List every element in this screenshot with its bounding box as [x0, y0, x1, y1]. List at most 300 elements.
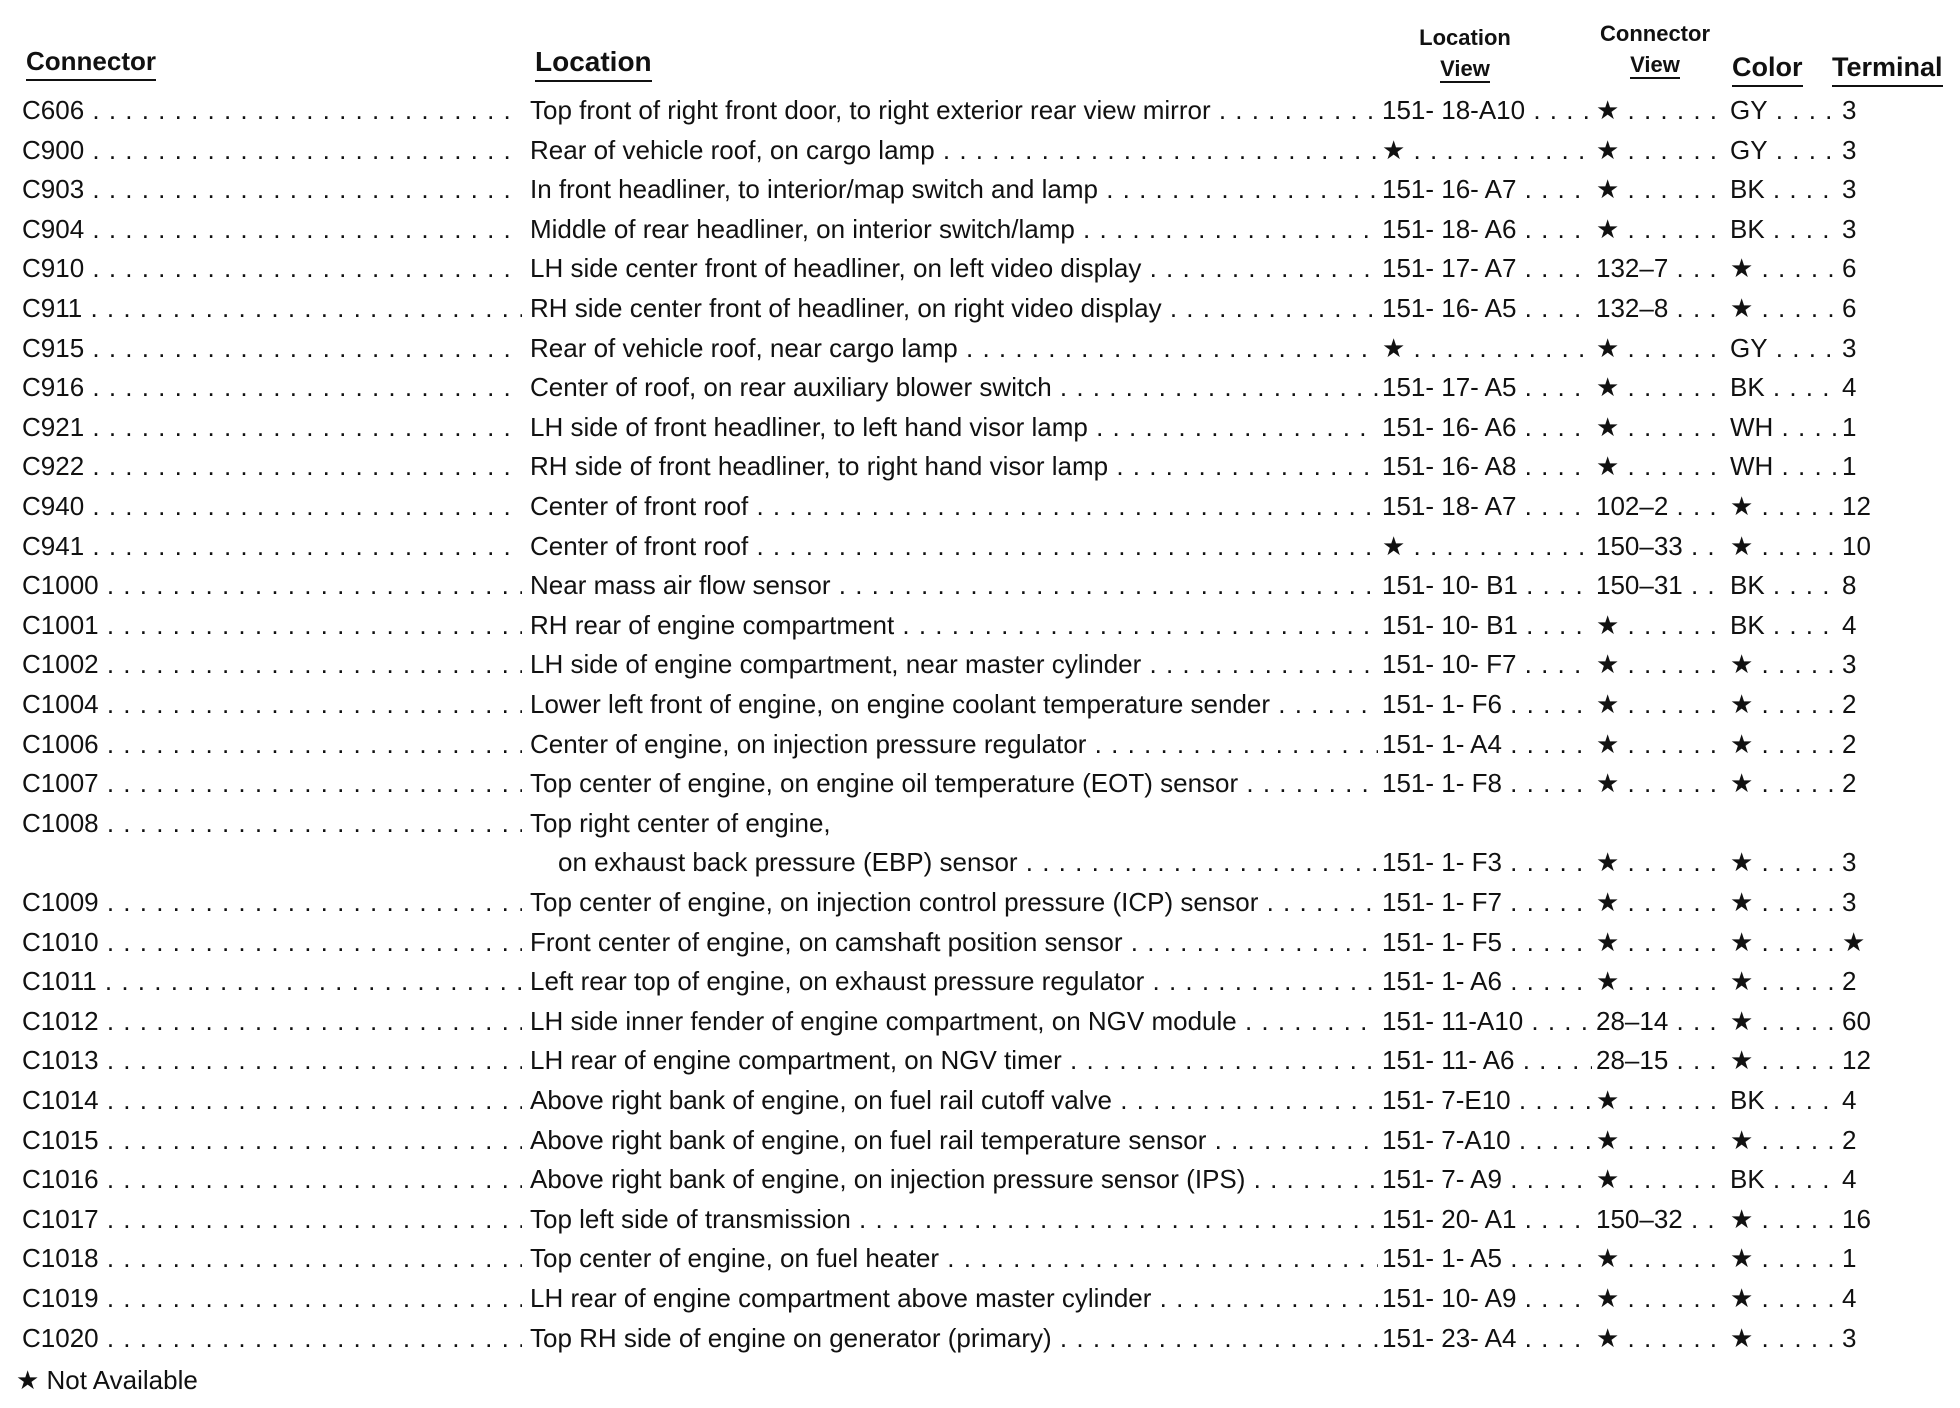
terminal-count-value: 2: [1842, 689, 1857, 719]
table-row: [0, 605, 1960, 645]
terminal-count-value: 2: [1842, 1124, 1857, 1155]
dot-leader: [1619, 729, 1726, 759]
location-text-value: LH rear of engine compartment above master cylinder: [530, 1283, 1152, 1313]
dot-leader: [99, 1323, 522, 1353]
location-view: [1382, 209, 1592, 249]
dot-leader: [99, 1045, 522, 1075]
connector-id-value: C916: [22, 372, 85, 403]
location-view-value: 151- 17- A5: [1382, 372, 1517, 403]
connector-view: [1596, 1238, 1726, 1278]
connector-id: [22, 882, 522, 922]
dot-leader: [1619, 887, 1726, 917]
table-row: [0, 169, 1960, 209]
header-connector-view-line1: Connector: [1600, 21, 1710, 46]
connector-id-value: C1018: [22, 1243, 99, 1274]
connector-id: [22, 248, 522, 288]
wire-color-value: ★: [1730, 926, 1754, 957]
footnote-not-available: ★ Not Available: [16, 1365, 198, 1395]
wire-color-value: ★: [1730, 728, 1754, 759]
connector-view: [1596, 882, 1726, 922]
connector-view-value: 150–33: [1596, 530, 1683, 561]
location-view-value: 151- 1- F6: [1382, 689, 1502, 719]
dot-leader: [748, 531, 1378, 561]
dot-leader: [1123, 927, 1378, 957]
dot-leader: [1516, 1204, 1592, 1234]
dot-leader: [1502, 847, 1592, 877]
connector-view: [1596, 1278, 1726, 1318]
dot-leader: [84, 451, 522, 481]
connector-view: [1596, 565, 1726, 605]
location-text: [530, 842, 1378, 882]
location-text-value: LH side inner fender of engine compartment, on NGV module: [530, 1005, 1237, 1036]
dot-leader: [1516, 174, 1592, 204]
location-view: [1382, 288, 1592, 328]
wire-color-value: ★: [1730, 530, 1754, 561]
location-text: [530, 882, 1378, 922]
dot-leader: [1516, 1323, 1592, 1353]
connector-view: [1596, 486, 1726, 526]
dot-leader: [1765, 372, 1838, 402]
terminal-count-value: 8: [1842, 570, 1857, 601]
dot-leader: [99, 1204, 522, 1234]
location-view-value: 151- 20- A1: [1382, 1203, 1517, 1234]
dot-leader: [1502, 729, 1592, 759]
dot-leader: [99, 1164, 522, 1194]
dot-leader: [1668, 491, 1726, 521]
dot-leader: [1619, 649, 1726, 679]
wire-color: [1730, 724, 1838, 764]
connector-view-value: ★: [1596, 1322, 1620, 1353]
location-text-value: Left rear top of engine, on exhaust pressure regulator: [530, 966, 1145, 997]
dot-leader: [1144, 966, 1378, 996]
wire-color-value: ★: [1730, 1283, 1754, 1313]
terminal-count-value: 1: [1842, 451, 1857, 482]
wire-color: [1730, 763, 1838, 803]
dot-leader: [1683, 1204, 1726, 1234]
dot-leader: [1753, 253, 1838, 283]
connector-id: [22, 1080, 522, 1120]
location-view-value: 151- 1- F5: [1382, 926, 1502, 957]
dot-leader: [1619, 214, 1726, 244]
dot-leader: [1768, 333, 1838, 363]
terminal-count: [1842, 209, 1942, 249]
dot-leader: [1753, 1204, 1838, 1234]
wire-color: [1730, 605, 1838, 645]
connector-id: [22, 209, 522, 249]
wire-color: [1730, 328, 1838, 368]
location-view: [1382, 169, 1592, 209]
connector-id-value: C1007: [22, 768, 99, 799]
location-view: [1382, 248, 1592, 288]
connector-view: [1596, 922, 1726, 962]
connector-id-value: C903: [22, 174, 85, 205]
location-text: [530, 803, 1378, 843]
dot-leader: [1619, 412, 1726, 442]
connector-view: [1596, 1120, 1726, 1160]
dot-leader: [1088, 412, 1378, 442]
connector-id: [22, 328, 522, 368]
table-row: [0, 763, 1960, 803]
dot-leader: [1765, 174, 1838, 204]
connector-view: [1596, 1318, 1726, 1358]
location-view: [1382, 605, 1592, 645]
dot-leader: [1525, 95, 1592, 125]
dot-leader: [1516, 372, 1592, 402]
dot-leader: [1753, 847, 1838, 877]
dot-leader: [82, 293, 522, 323]
dot-leader: [1683, 531, 1726, 561]
location-text-value: Top center of engine, on engine oil temperature (EOT) sensor: [530, 768, 1239, 799]
location-view-value: 151- 1- F8: [1382, 768, 1502, 799]
terminal-count-value: 12: [1842, 1045, 1871, 1076]
location-text: [530, 288, 1378, 328]
dot-leader: [99, 570, 522, 600]
connector-view: [1596, 407, 1726, 447]
table-row: [0, 248, 1960, 288]
connector-view: [1596, 209, 1726, 249]
dot-leader: [1086, 729, 1378, 759]
table-row: [0, 1040, 1960, 1080]
table-row: [0, 842, 1960, 882]
dot-leader: [1753, 649, 1838, 679]
wire-color: [1730, 565, 1838, 605]
connector-id-value: C1013: [22, 1045, 99, 1076]
dot-leader: [1405, 531, 1592, 561]
connector-id: [22, 1159, 522, 1199]
connector-view-value: ★: [1596, 689, 1620, 719]
location-view: [1382, 882, 1592, 922]
terminal-count-value: 1: [1842, 1243, 1857, 1274]
dot-leader: [748, 491, 1378, 521]
dot-leader: [1753, 689, 1838, 719]
dot-leader: [1405, 135, 1592, 165]
dot-leader: [935, 135, 1378, 165]
location-view-value: 151- 10- B1: [1382, 609, 1518, 640]
wire-color: [1730, 407, 1838, 447]
location-text-value: on exhaust back pressure (EBP) sensor: [558, 847, 1018, 878]
connector-view: [1596, 724, 1726, 764]
connector-view: [1596, 367, 1726, 407]
wire-color: [1730, 367, 1838, 407]
connector-view: [1596, 1001, 1726, 1041]
table-row: [0, 367, 1960, 407]
wire-color: [1730, 1199, 1838, 1239]
terminal-count-value: 3: [1842, 213, 1857, 244]
dot-leader: [84, 412, 522, 442]
header-connector: Connector: [26, 46, 156, 81]
terminal-count: [1842, 1001, 1942, 1041]
connector-id: [22, 961, 522, 1001]
dot-leader: [1405, 333, 1592, 363]
dot-leader: [1518, 610, 1592, 640]
location-text: [530, 169, 1378, 209]
connector-id: [22, 724, 522, 764]
location-text-value: Center of front roof: [530, 491, 749, 521]
wire-color-value: GY: [1730, 332, 1768, 363]
terminal-count: [1842, 644, 1942, 684]
location-text: [530, 1238, 1378, 1278]
location-view-value: 151- 18- A6: [1382, 213, 1517, 244]
wire-color-value: ★: [1730, 1124, 1754, 1155]
location-text-value: Lower left front of engine, on engine coolant temperature sender: [530, 689, 1271, 719]
connector-id-value: C940: [22, 491, 85, 521]
dot-leader: [1619, 451, 1726, 481]
dot-leader: [1753, 927, 1838, 957]
terminal-count: [1842, 328, 1942, 368]
connector-view: [1596, 1080, 1726, 1120]
dot-leader: [831, 570, 1378, 600]
terminal-count-value: ★: [1842, 926, 1866, 957]
location-view: [1382, 644, 1592, 684]
dot-leader: [1502, 1243, 1592, 1273]
dot-leader: [1516, 412, 1592, 442]
connector-view: [1596, 684, 1726, 724]
dot-leader: [1518, 570, 1592, 600]
connector-id: [22, 1120, 522, 1160]
table-row: [0, 446, 1960, 486]
dot-leader: [1206, 1125, 1378, 1155]
connector-id-value: C922: [22, 451, 85, 482]
location-text-value: Center of roof, on rear auxiliary blower switch: [530, 372, 1052, 403]
location-text-value: In front headliner, to interior/map switch and lamp: [530, 174, 1098, 205]
dot-leader: [99, 1283, 522, 1313]
dot-leader: [99, 808, 522, 838]
location-text-value: LH side center front of headliner, on left video display: [530, 253, 1142, 284]
dot-leader: [1511, 1125, 1592, 1155]
connector-view-value: ★: [1596, 332, 1620, 363]
terminal-count-value: 12: [1842, 491, 1871, 521]
connector-id-value: C1017: [22, 1203, 99, 1234]
location-view-value: 151- 11- A6: [1382, 1045, 1515, 1076]
dot-leader: [1753, 966, 1838, 996]
dot-leader: [1238, 768, 1378, 798]
wire-color: [1730, 1080, 1838, 1120]
wire-color: [1730, 130, 1838, 170]
location-view-value: 151- 16- A6: [1382, 411, 1517, 442]
connector-view-value: ★: [1596, 966, 1620, 997]
connector-id-value: C1006: [22, 728, 99, 759]
dot-leader: [99, 649, 522, 679]
terminal-count-value: 4: [1842, 609, 1857, 640]
location-view-value: ★: [1382, 530, 1406, 561]
dot-leader: [1516, 1283, 1592, 1313]
location-text: [530, 446, 1378, 486]
table-row: [0, 803, 1960, 843]
dot-leader: [1502, 927, 1592, 957]
table-row: [0, 486, 1960, 526]
dot-leader: [1211, 95, 1378, 125]
location-view-value: 151- 1- A6: [1382, 966, 1502, 997]
terminal-count: [1842, 922, 1942, 962]
connector-view-value: 102–2: [1596, 491, 1669, 521]
dot-leader: [1502, 887, 1592, 917]
header-terminal: Terminal: [1832, 52, 1943, 87]
dot-leader: [1668, 253, 1726, 283]
location-text: [530, 526, 1378, 566]
dot-leader: [1502, 768, 1592, 798]
dot-leader: [939, 1243, 1378, 1273]
wire-color: [1730, 90, 1838, 130]
dot-leader: [1619, 689, 1726, 719]
wire-color: [1730, 1001, 1838, 1041]
connector-view: [1596, 842, 1726, 882]
wire-color-value: BK: [1730, 213, 1765, 244]
location-view-value: 151- 16- A8: [1382, 451, 1517, 482]
location-text: [530, 724, 1378, 764]
dot-leader: [1668, 1006, 1726, 1036]
connector-id-value: C1016: [22, 1164, 99, 1195]
location-text-value: Center of engine, on injection pressure regulator: [530, 728, 1087, 759]
connector-view-value: ★: [1596, 847, 1620, 878]
dot-leader: [99, 887, 522, 917]
dot-leader: [84, 253, 522, 283]
table-row: [0, 882, 1960, 922]
dot-leader: [99, 689, 522, 719]
terminal-count-value: 3: [1842, 847, 1857, 878]
terminal-count-value: 3: [1842, 332, 1857, 363]
wire-color: [1730, 1318, 1838, 1358]
dot-leader: [1753, 491, 1838, 521]
wire-color-value: BK: [1730, 174, 1765, 205]
connector-id-value: C1004: [22, 689, 99, 719]
location-view: [1382, 526, 1592, 566]
dot-leader: [1619, 610, 1726, 640]
connector-view-value: ★: [1596, 768, 1620, 799]
connector-view: [1596, 328, 1726, 368]
dot-leader: [1258, 887, 1378, 917]
connector-view-value: ★: [1596, 213, 1620, 244]
connector-view: [1596, 961, 1726, 1001]
dot-leader: [1668, 293, 1726, 323]
location-view: [1382, 407, 1592, 447]
dot-leader: [1753, 1125, 1838, 1155]
wire-color-value: ★: [1730, 253, 1754, 284]
connector-id-value: C1009: [22, 887, 99, 917]
location-view: [1382, 1199, 1592, 1239]
connector-view-value: 132–8: [1596, 293, 1669, 323]
location-view: [1382, 1318, 1592, 1358]
location-text: [530, 1159, 1378, 1199]
terminal-count: [1842, 882, 1942, 922]
wire-color: [1730, 169, 1838, 209]
connector-id-value: C1001: [22, 609, 99, 640]
dot-leader: [851, 1204, 1378, 1234]
location-view: [1382, 763, 1592, 803]
dot-leader: [1062, 1045, 1378, 1075]
location-text-value: Top right center of engine,: [530, 807, 831, 838]
terminal-count: [1842, 526, 1942, 566]
location-text: [530, 209, 1378, 249]
connector-id: [22, 1199, 522, 1239]
location-view: [1382, 1278, 1592, 1318]
connector-view-value: ★: [1596, 926, 1620, 957]
table-row: [0, 209, 1960, 249]
header-location: Location: [535, 46, 652, 82]
wire-color-value: WH: [1730, 451, 1774, 482]
table-row: [0, 644, 1960, 684]
table-row: [0, 565, 1960, 605]
location-text: [530, 644, 1378, 684]
connector-id-value: C1008: [22, 807, 99, 838]
table-row: [0, 922, 1960, 962]
connector-id-value: C921: [22, 411, 85, 442]
dot-leader: [97, 966, 522, 996]
location-view-value: 151- 18-A10: [1382, 95, 1526, 125]
location-text: [530, 922, 1378, 962]
wire-color-value: ★: [1730, 1322, 1754, 1353]
location-text-value: Front center of engine, on camshaft position sensor: [530, 926, 1123, 957]
connector-view: [1596, 526, 1726, 566]
connector-view: [1596, 248, 1726, 288]
location-view: [1382, 1159, 1592, 1199]
terminal-count-value: 2: [1842, 728, 1857, 759]
dot-leader: [99, 610, 522, 640]
dot-leader: [894, 610, 1378, 640]
location-text-value: RH side center front of headliner, on right video display: [530, 293, 1162, 323]
connector-id-value: C1019: [22, 1283, 99, 1313]
terminal-count: [1842, 367, 1942, 407]
dot-leader: [1619, 1283, 1726, 1313]
header-location-view-line1: Location: [1419, 25, 1511, 50]
location-text-value: Top RH side of engine on generator (primary): [530, 1322, 1052, 1353]
dot-leader: [1773, 451, 1838, 481]
wire-color-value: ★: [1730, 966, 1754, 997]
location-view: [1382, 446, 1592, 486]
connector-view-value: ★: [1596, 451, 1620, 482]
location-text-value: LH side of front headliner, to left hand visor lamp: [530, 411, 1088, 442]
location-view: [1382, 1120, 1592, 1160]
location-text-value: Above right bank of engine, on fuel rail cutoff valve: [530, 1085, 1113, 1115]
location-view-value: 151- 16- A7: [1382, 174, 1517, 205]
dot-leader: [1768, 95, 1838, 125]
location-text: [530, 1040, 1378, 1080]
wire-color: [1730, 882, 1838, 922]
location-view-value: 151- 18- A7: [1382, 491, 1517, 521]
connector-id: [22, 288, 522, 328]
dot-leader: [1237, 1006, 1378, 1036]
dot-leader: [1753, 768, 1838, 798]
location-text-value: Top center of engine, on injection control pressure (ICP) sensor: [530, 887, 1259, 917]
connector-view-value: ★: [1596, 1124, 1620, 1155]
dot-leader: [1516, 451, 1592, 481]
connector-id-value: C1000: [22, 570, 99, 601]
dot-leader: [1753, 531, 1838, 561]
terminal-count: [1842, 1318, 1942, 1358]
location-view-value: 151- 7- A9: [1382, 1164, 1502, 1195]
connector-view-value: ★: [1596, 1164, 1620, 1195]
location-view-value: 151- 11-A10: [1382, 1005, 1524, 1036]
dot-leader: [1619, 1243, 1726, 1273]
location-view-value: 151- 17- A7: [1382, 253, 1517, 284]
dot-leader: [958, 333, 1378, 363]
connector-id: [22, 1278, 522, 1318]
terminal-count-value: 3: [1842, 95, 1857, 125]
header-color: Color: [1732, 52, 1803, 87]
connector-view: [1596, 1159, 1726, 1199]
location-text: [530, 605, 1378, 645]
wire-color: [1730, 209, 1838, 249]
wire-color-value: ★: [1730, 1203, 1754, 1234]
wire-color-value: ★: [1730, 1243, 1754, 1274]
location-text: [530, 1080, 1378, 1120]
terminal-count: [1842, 565, 1942, 605]
location-view: [1382, 90, 1592, 130]
location-text: [530, 961, 1378, 1001]
dot-leader: [84, 214, 522, 244]
connector-view-value: 150–32: [1596, 1203, 1683, 1234]
dot-leader: [1619, 1085, 1726, 1115]
connector-id-value: C915: [22, 332, 85, 363]
